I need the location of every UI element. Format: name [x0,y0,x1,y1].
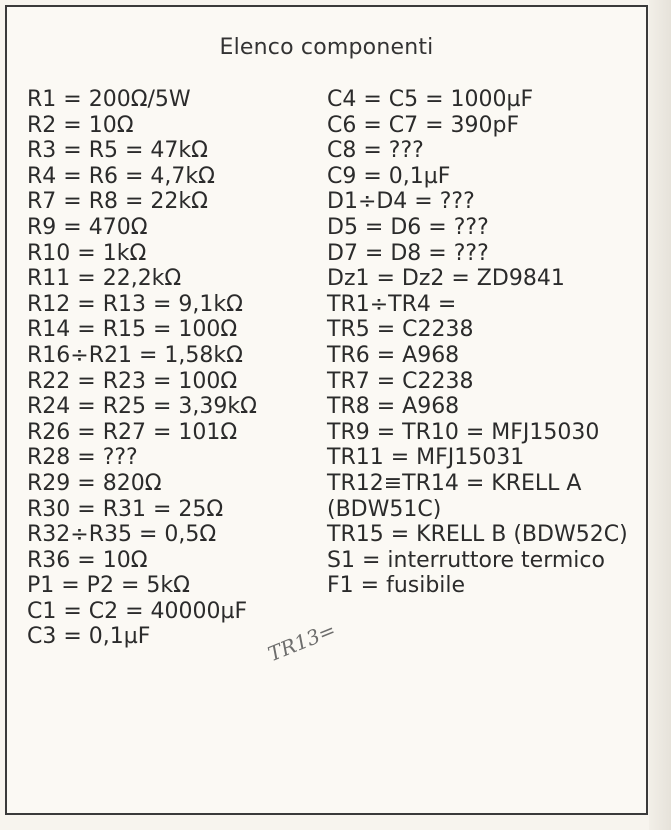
list-item: C8 = ??? [327,138,424,164]
list-item: R3 = R5 = 47kΩ [27,138,208,164]
list-item: R9 = 470Ω [27,214,148,240]
left-column [27,87,257,650]
list-item: D5 = D6 = ??? [327,214,489,240]
list-item: C6 = C7 = 390pF [327,112,520,138]
list-item: P1 = P2 = 5kΩ [27,573,190,599]
list-item: R26 = R27 = 101Ω [27,419,238,445]
list-item: R29 = 820Ω [27,470,162,496]
list-item: C3 = 0,1µF [27,624,151,650]
list-item: TR6 = A968 [327,342,460,368]
list-item: S1 = interruttore termico [327,547,605,573]
list-item: R16÷R21 = 1,58kΩ [27,342,243,368]
list-title: Elenco componenti [219,35,434,60]
list-item: R2 = 10Ω [27,112,134,138]
list-item: D7 = D8 = ??? [327,240,489,266]
list-item: R4 = R6 = 4,7kΩ [27,163,215,189]
list-item: R32÷R35 = 0,5Ω [27,522,217,548]
list-item: R10 = 1kΩ [27,240,147,266]
list-item: R11 = 22,2kΩ [27,266,182,292]
list-item: R36 = 10Ω [27,547,148,573]
list-item: TR7 = C2238 [327,368,474,394]
page-edge-shadow [649,0,671,830]
list-item: D1÷D4 = ??? [327,189,475,215]
list-item: R12 = R13 = 9,1kΩ [27,291,243,317]
list-item: C1 = C2 = 40000µF [27,598,248,624]
list-item: Dz1 = Dz2 = ZD9841 [327,266,565,292]
list-item: TR9 = TR10 = MFJ15030 [327,419,600,445]
list-item: TR5 = C2238 [327,317,474,343]
list-item: R7 = R8 = 22kΩ [27,189,208,215]
list-item: TR12≡TR14 = KRELL A [327,470,582,496]
right-column [327,87,628,599]
list-item: TR1÷TR4 = [327,291,457,317]
list-item: TR11 = MFJ15031 [327,445,525,471]
handwritten-note: TR13= [264,617,339,667]
list-item: (BDW51C) [327,496,442,522]
component-list-box [5,5,648,815]
list-item: C9 = 0,1µF [327,163,451,189]
list-item: TR8 = A968 [327,394,460,420]
list-item: R24 = R25 = 3,39kΩ [27,394,257,420]
list-item: F1 = fusibile [327,573,466,599]
list-item: TR15 = KRELL B (BDW52C) [327,522,628,548]
list-item: R1 = 200Ω/5W [27,87,191,112]
list-item: R22 = R23 = 100Ω [27,368,238,394]
list-item: R28 = ??? [27,445,138,471]
list-item: R30 = R31 = 25Ω [27,496,224,522]
list-item: C4 = C5 = 1000µF [327,87,534,112]
list-item: R14 = R15 = 100Ω [27,317,238,343]
